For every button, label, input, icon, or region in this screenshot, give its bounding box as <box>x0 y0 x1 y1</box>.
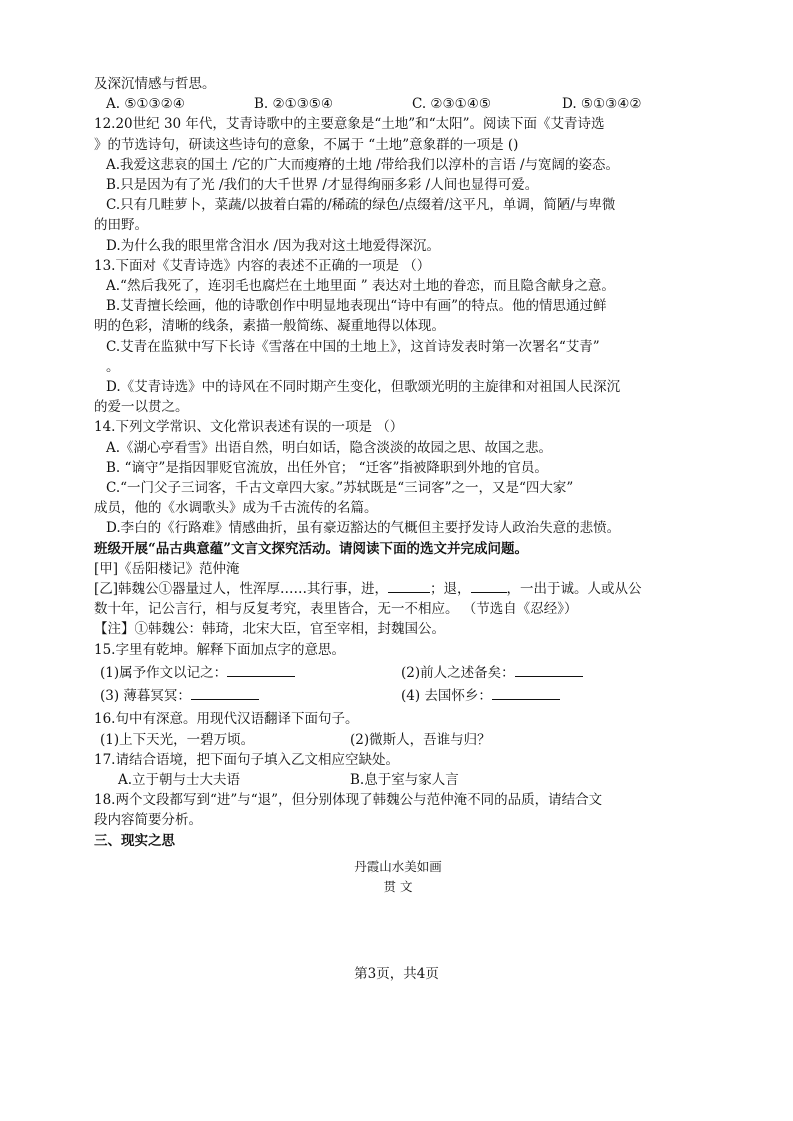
q12-option-c-cont: 的田野。 <box>94 217 148 234</box>
q16-items: (1)上下天光，一碧万顷。 (2)微斯人，吾谁与归？ <box>100 731 491 748</box>
option-c: C. ②③①④⑤ <box>412 96 491 113</box>
option-a: A. ⑤①③②④ <box>106 96 185 113</box>
q15-stem: 15.字里有乾坤。解释下面加点字的意思。 <box>94 641 345 658</box>
q14-option-a: A.《湖心亭看雪》出语自然，明白如话，隐含淡淡的故园之思、故国之悲。 <box>106 439 553 456</box>
q17-options: A.立于朝与士大夫语 B.息于室与家人言 <box>118 771 459 788</box>
option-b: B. ②①③⑤④ <box>254 96 334 113</box>
blank-1[interactable] <box>388 580 430 593</box>
blank-2[interactable] <box>471 580 507 593</box>
q16-stem: 16.句中有深意。用现代汉语翻译下面句子。 <box>94 711 359 728</box>
answer-blank[interactable] <box>227 664 295 677</box>
q18-stem: 18.两个文段都写到“进”与“退”，但分别体现了韩魏公与范仲淹不同的品质，请结合文 <box>94 792 603 809</box>
q13-option-d: D.《艾青诗选》中的诗风在不同时期产生变化，但歌颂光明的主旋律和对祖国人民深沉 <box>106 379 621 396</box>
q17-stem: 17.请结合语境，把下面句子填入乙文相应空缺处。 <box>94 751 399 768</box>
q12-option-b: B.只是因为有了光 /我们的大千世界 /才显得绚丽多彩 /人间也显得可爱。 <box>106 177 539 194</box>
q14-option-d: D.李白的《行路难》情感曲折，虽有豪迈豁达的气概但主要抒发诗人政治失意的悲愤。 <box>106 520 621 537</box>
q14-stem: 14.下列文学常识、文化常识表述有误的一项是 （） <box>94 419 404 436</box>
q12-stem: 12.20世纪 30 年代，艾青诗歌中的主要意象是“土地”和“太阳”。阅读下面《艾青诗选 <box>94 116 605 133</box>
q13-option-a: A.“然后我死了，连羽毛也腐烂在土地里面 ” 表达对土地的眷恋，而且隐含献身之意。 <box>106 278 615 295</box>
q14-option-c-cont: 成员，他的《水调歌头》成为千古流传的名篇。 <box>94 500 378 517</box>
answer-blank[interactable] <box>492 687 560 700</box>
q13-stem: 13.下面对《艾青诗选》内容的表述不正确的一项是 （） <box>94 257 431 274</box>
text-yi: [乙]韩魏公①器量过人，性浑厚……其行事，进， ；退， ，一出于诚。人或从公 <box>94 581 642 598</box>
q13-option-c-cont: 。 <box>106 358 120 375</box>
page-footer: 第3页，共4页 <box>354 966 439 982</box>
q12-option-c: C.只有几畦萝卜，菜蔬/以披着白霜的/稀疏的绿色/点缀着/这平凡，单调，简陋/与卑微 <box>106 197 616 214</box>
article-title: 丹霞山水美如画 <box>354 858 442 874</box>
section-3-heading: 三、现实之思 <box>94 832 175 849</box>
q12-option-d: D.为什么我的眼里常含泪水 /因为我对这土地爱得深沉。 <box>106 237 440 254</box>
note: 【注】①韩魏公：韩琦，北宋大臣，官至宰相，封魏国公。 <box>94 621 445 638</box>
q13-option-c: C.艾青在监狱中写下长诗《雪落在中国的土地上》，这首诗发表时第一次署名“艾青” <box>106 338 600 355</box>
q13-option-d-cont: 的爱一以贯之。 <box>94 399 189 416</box>
text-jia: [甲]《岳阳楼记》范仲淹 <box>94 560 240 577</box>
article-author: 贯 文 <box>383 878 413 894</box>
q13-option-b: B.艾青擅长绘画，他的诗歌创作中明显地表现出“诗中有画”的特点。他的情思通过鲜 <box>106 298 607 315</box>
text-yi-cont: 数十年，记公言行，相与反复考究，表里皆合，无一不相应。 （节选自《忍经》） <box>94 601 578 618</box>
q13-option-b-cont: 明的色彩，清晰的线条，素描一般简练、凝重地得以体现。 <box>94 318 445 335</box>
q15-row-2: (3) 薄暮冥冥： (4) 去国怀乡： <box>94 686 702 706</box>
q18-stem-cont: 段内容简要分析。 <box>94 812 202 829</box>
q14-option-b: B. “谪守”是指因罪贬官流放，出任外官； “迁客”指被降职到外地的官员。 <box>106 459 548 476</box>
option-d: D. ⑤①③④② <box>562 96 642 113</box>
section-heading: 班级开展“品古典意蕴”文言文探究活动。请阅读下面的选文并完成问题。 <box>94 540 529 557</box>
q14-option-c: C.“一门父子三词客，千古文章四大家。”苏轼既是“三词客”之一，又是“四大家” <box>106 480 574 497</box>
q12-option-a: A.我爱这悲哀的国土 /它的广大而瘦瘠的土地 /带给我们以淳朴的言语 /与宽阔的姿态。 <box>106 156 620 173</box>
q11-options <box>94 94 702 114</box>
answer-blank[interactable] <box>515 664 583 677</box>
text-line: 及深沉情感与哲思。 <box>94 76 216 92</box>
answer-blank[interactable] <box>191 687 259 700</box>
q12-stem-cont: 》的节选诗句，研读这些诗句的意象，不属于 “土地”意象群的一项是 () <box>94 136 519 153</box>
q15-row-1: (1)属予作文以记之： (2)前人之述备矣： <box>94 663 702 683</box>
page-content <box>94 74 702 897</box>
